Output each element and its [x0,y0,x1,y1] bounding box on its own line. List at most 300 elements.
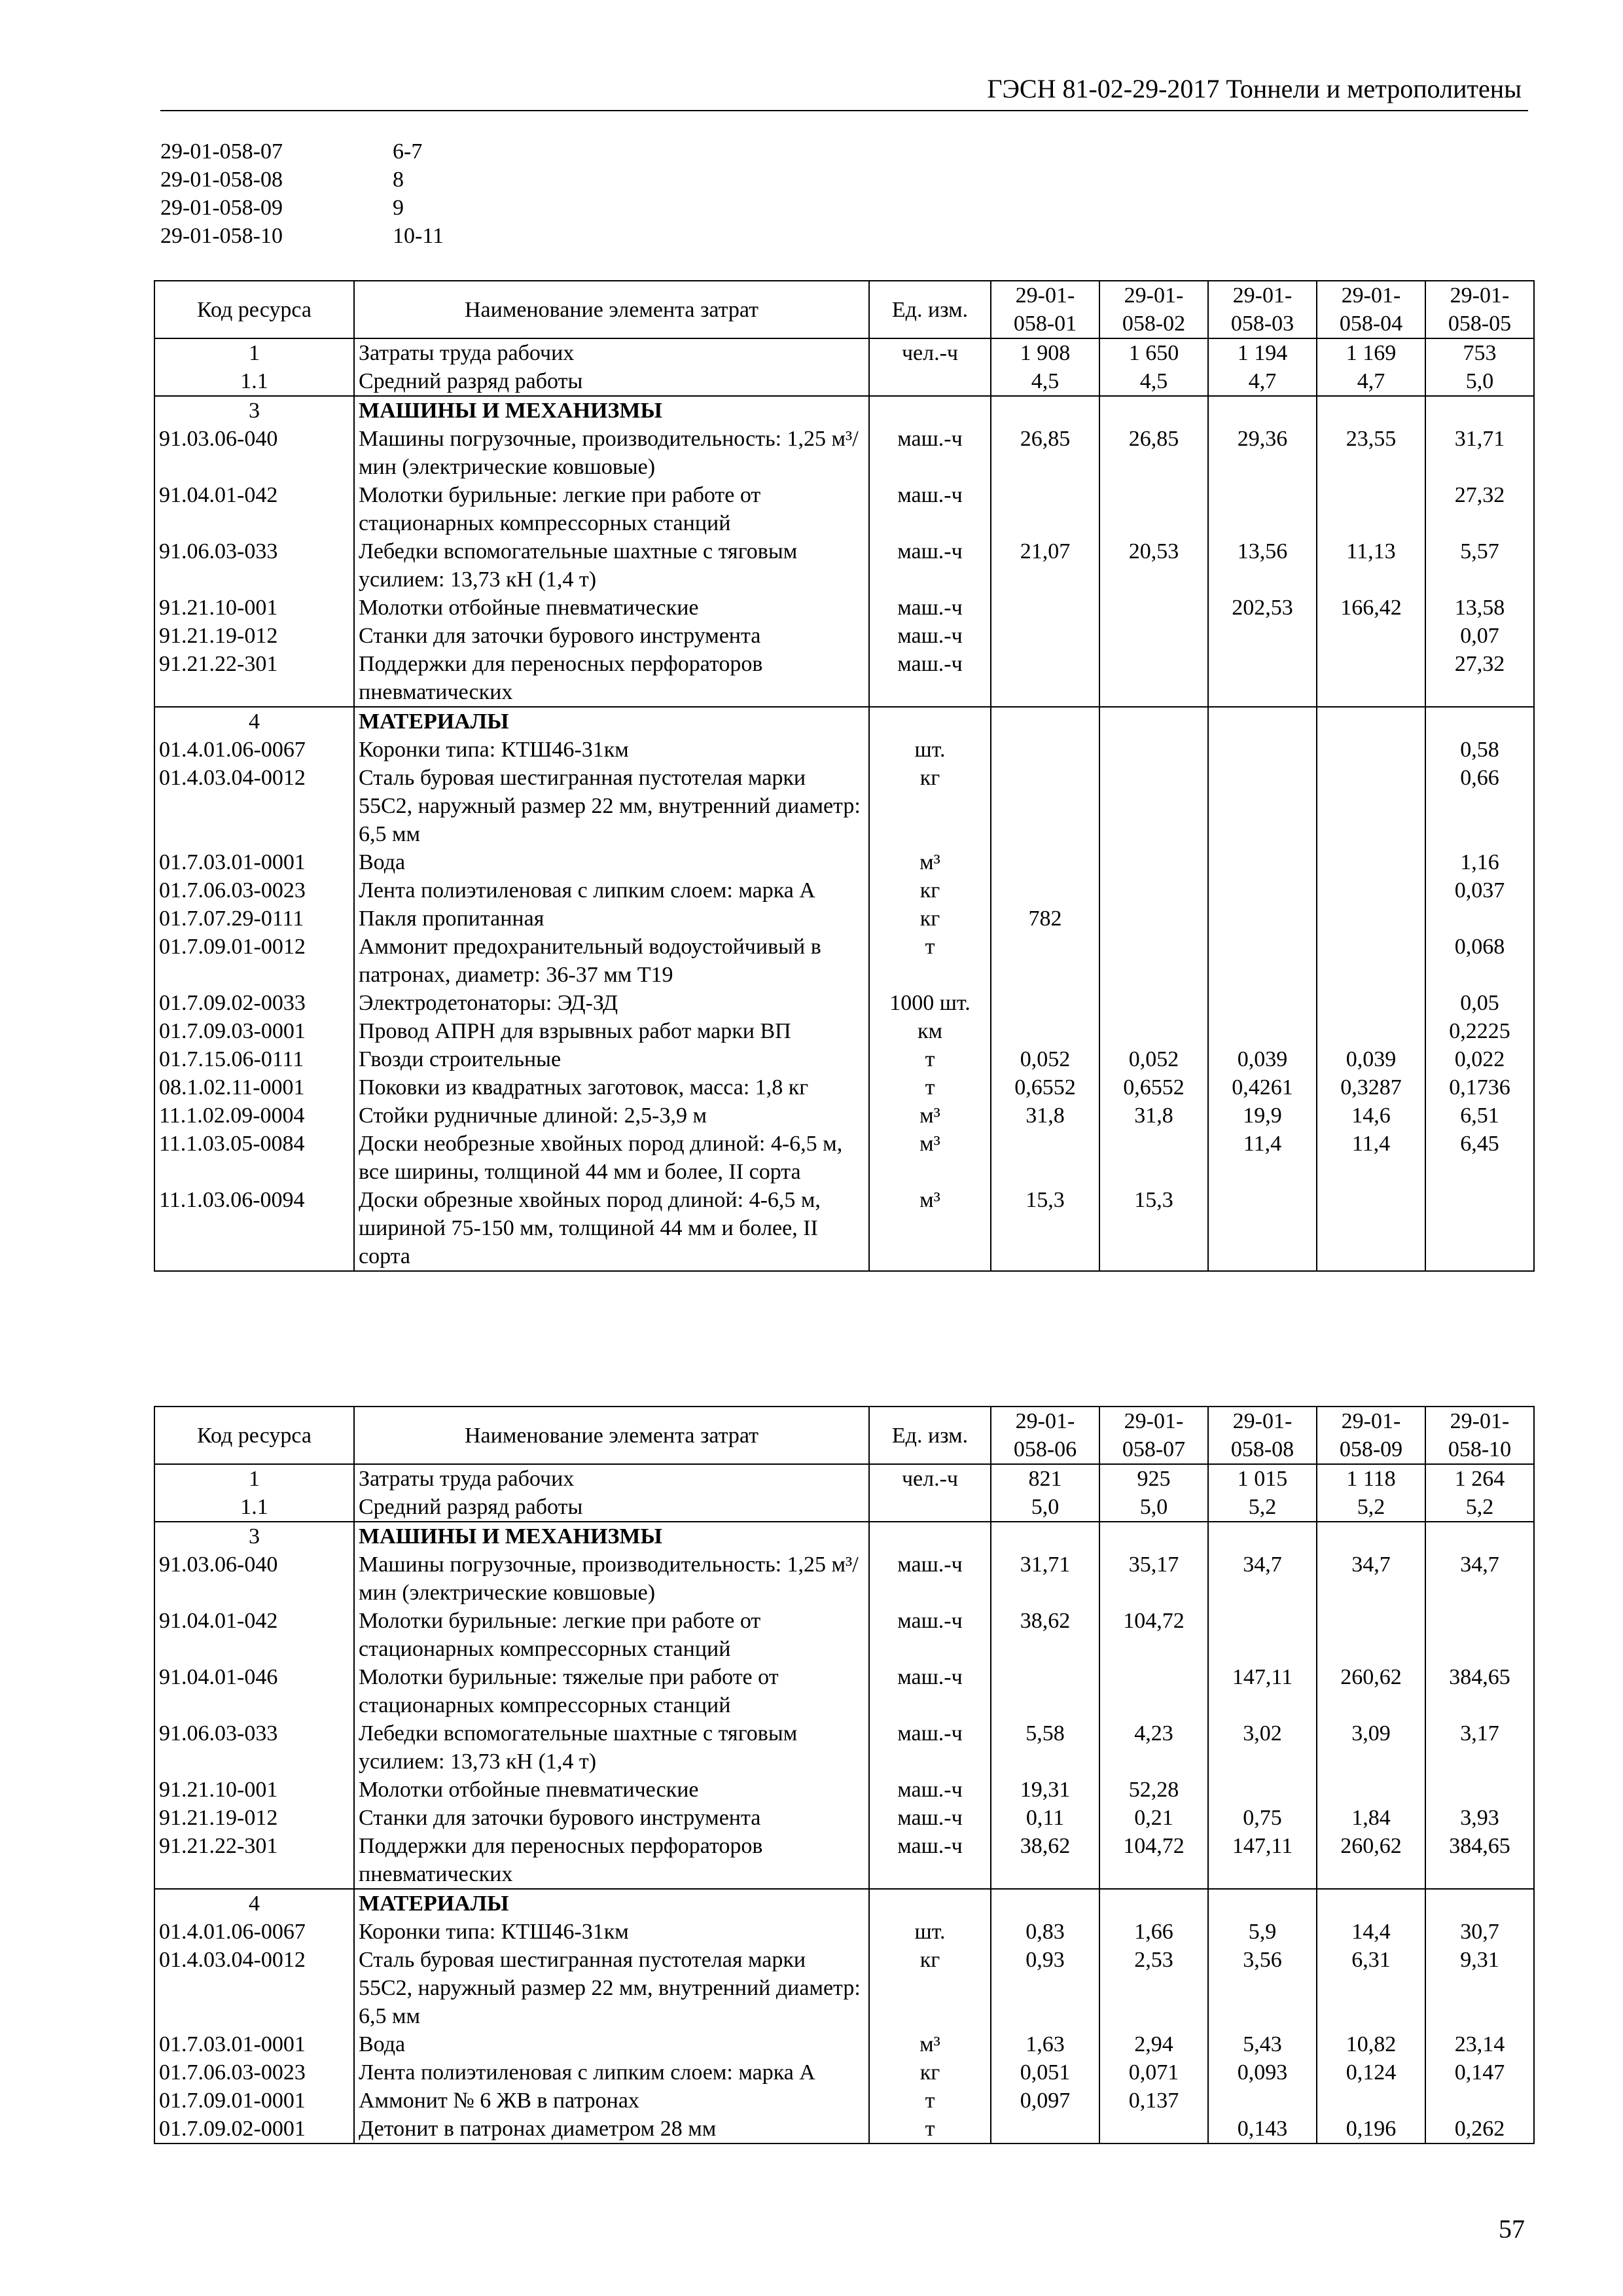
intro-code: 29-01-058-08 [160,168,283,192]
resource-value: 23,14 [1425,2030,1534,2058]
resource-value: 5,57 [1425,537,1534,594]
header-name: Наименование элемента затрат [354,1407,869,1464]
resource-value [1425,1776,1534,1804]
resource-unit: м³ [869,2030,991,2058]
header-column-code: 29-01-058-06 [991,1407,1099,1464]
resource-value: 147,11 [1208,1832,1317,1889]
resource-value [1099,396,1208,425]
resource-name: Аммонит № 6 ЖВ в патронах [354,2087,869,2115]
resource-value: 19,31 [991,1776,1099,1804]
resource-name: Средний разряд работы [354,1493,869,1522]
resource-unit: шт. [869,1918,991,1946]
resource-value [1099,650,1208,707]
resource-value: 1,84 [1317,1804,1425,1832]
document-title: ГЭСН 81-02-29-2017 Тоннели и метрополитены [987,74,1522,103]
resource-unit: т [869,1045,991,1073]
table-row [154,2030,1534,2058]
resource-name: Поддержки для переносных перфораторов пневматических [354,1832,869,1889]
resource-value [1317,1522,1425,1551]
resource-name: Сталь буровая шестигранная пустотелая марки 55С2, наружный размер 22 мм, внутренний диаметр: 6,5 мм [354,1946,869,2030]
resource-value [1317,396,1425,425]
resource-value: 384,65 [1425,1663,1534,1719]
resource-value [1317,622,1425,650]
table-row [154,1607,1534,1663]
resource-value [1099,1889,1208,1918]
resource-value: 260,62 [1317,1832,1425,1889]
resource-unit: маш.-ч [869,1663,991,1719]
resource-value: 52,28 [1099,1776,1208,1804]
resource-unit: кг [869,905,991,933]
resource-unit: маш.-ч [869,1776,991,1804]
resource-unit: кг [869,1946,991,2030]
resource-value: 104,72 [1099,1832,1208,1889]
resource-name: Станки для заточки бурового инструмента [354,1804,869,1832]
resource-name: Лебедки вспомогательные шахтные с тяговым усилием: 13,73 кН (1,4 т) [354,1719,869,1776]
resource-value: 0,124 [1317,2058,1425,2087]
header-name: Наименование элемента затрат [354,281,869,338]
intro-value: 10-11 [393,224,444,248]
resource-unit: шт. [869,736,991,764]
resource-value [1208,1776,1317,1804]
resource-value [1208,1889,1317,1918]
resource-value: 27,32 [1425,650,1534,707]
resource-value: 0,66 [1425,764,1534,848]
resource-value: 1,63 [991,2030,1099,2058]
resource-code: 4 [154,1889,354,1918]
table-row [154,764,1534,848]
resource-value: 4,5 [1099,367,1208,396]
resource-value [1099,905,1208,933]
table-header-row [154,1407,1534,1464]
resource-unit: т [869,933,991,989]
resource-value [1208,933,1317,989]
resource-value [1208,396,1317,425]
intro-code: 29-01-058-07 [160,139,283,164]
resource-value [1317,989,1425,1017]
resource-name: Лента полиэтиленовая с липким слоем: марка А [354,2058,869,2087]
resource-unit [869,1522,991,1551]
page-header [160,71,1528,111]
resource-value: 1,16 [1425,848,1534,876]
resource-name: Молотки бурильные: тяжелые при работе от стационарных компрессорных станций [354,1663,869,1719]
resource-value [1425,2087,1534,2115]
resource-value: 1 015 [1208,1464,1317,1493]
resource-name: Доски обрезные хвойных пород длиной: 4-6,5 м, шириной 75-150 мм, толщиной 44 мм и более, II сорта [354,1186,869,1271]
table-row [154,1017,1534,1045]
resource-value: 0,6552 [991,1073,1099,1102]
resource-unit: кг [869,876,991,905]
header-column-code: 29-01-058-09 [1317,1407,1425,1464]
header-column-code: 29-01-058-03 [1208,281,1317,338]
resource-unit: т [869,1073,991,1102]
resource-value [1208,2087,1317,2115]
table-row [154,1719,1534,1776]
resource-value: 31,71 [1425,425,1534,481]
resource-value [991,1889,1099,1918]
resource-table-2 [154,1406,1535,2144]
resource-unit: м³ [869,1102,991,1130]
resource-value [1099,594,1208,622]
resource-value [1099,1130,1208,1186]
resource-unit [869,1889,991,1918]
table-row [154,650,1534,707]
resource-value: 2,53 [1099,1946,1208,2030]
resource-code: 91.04.01-042 [154,1607,354,1663]
resource-value [1099,622,1208,650]
table-row [154,1551,1534,1607]
resource-value: 34,7 [1317,1551,1425,1607]
resource-value [1317,2087,1425,2115]
resource-unit [869,396,991,425]
table-row [154,1804,1534,1832]
table-row [154,338,1534,367]
header-code: Код ресурса [154,281,354,338]
resource-value [1425,905,1534,933]
resource-value: 384,65 [1425,1832,1534,1889]
resource-table-1 [154,280,1535,1272]
resource-value: 1 264 [1425,1464,1534,1493]
resource-value [991,2115,1099,2144]
resource-value [1099,989,1208,1017]
resource-value [1425,1522,1534,1551]
resource-value [1208,989,1317,1017]
resource-unit: м³ [869,848,991,876]
resource-value: 0,196 [1317,2115,1425,2144]
resource-value: 0,022 [1425,1045,1534,1073]
header-unit: Ед. изм. [869,1407,991,1464]
resource-value: 4,7 [1317,367,1425,396]
resource-code: 01.4.03.04-0012 [154,1946,354,2030]
resource-name: Вода [354,848,869,876]
resource-value [1099,848,1208,876]
resource-value: 0,137 [1099,2087,1208,2115]
resource-code: 91.21.19-012 [154,622,354,650]
resource-value: 29,36 [1208,425,1317,481]
table-row [154,2087,1534,2115]
resource-name: Лента полиэтиленовая с липким слоем: марка А [354,876,869,905]
table-row [154,876,1534,905]
resource-name: МАТЕРИАЛЫ [354,707,869,736]
header-column-code: 29-01-058-07 [1099,1407,1208,1464]
resource-value: 0,262 [1425,2115,1534,2144]
resource-value: 14,4 [1317,1918,1425,1946]
resource-code: 01.7.09.02-0001 [154,2115,354,2144]
resource-unit: маш.-ч [869,425,991,481]
resource-name: Провод АПРН для взрывных работ марки ВП [354,1017,869,1045]
resource-value: 35,17 [1099,1551,1208,1607]
resource-unit: маш.-ч [869,1832,991,1889]
resource-value: 0,052 [1099,1045,1208,1073]
resource-value: 0,147 [1425,2058,1534,2087]
resource-code: 1.1 [154,1493,354,1522]
intro-value: 6-7 [393,139,423,164]
resource-code: 1 [154,1464,354,1493]
resource-value [1208,764,1317,848]
resource-value: 0,071 [1099,2058,1208,2087]
resource-unit: маш.-ч [869,1719,991,1776]
resource-value [1208,905,1317,933]
resource-name: Электродетонаторы: ЭД-ЗД [354,989,869,1017]
resource-value: 1 650 [1099,338,1208,367]
resource-code: 01.7.09.02-0033 [154,989,354,1017]
resource-name: Гвозди строительные [354,1045,869,1073]
resource-value: 34,7 [1208,1551,1317,1607]
page-number: 57 [1499,2214,1525,2244]
resource-value [991,848,1099,876]
resource-value [1099,2115,1208,2144]
resource-unit: маш.-ч [869,1607,991,1663]
resource-name: Аммонит предохранительный водоустойчивый в патронах, диаметр: 36-37 мм Т19 [354,933,869,989]
resource-name: Пакля пропитанная [354,905,869,933]
resource-value: 3,02 [1208,1719,1317,1776]
resource-value [991,1130,1099,1186]
resource-value [1208,736,1317,764]
resource-value [1425,1889,1534,1918]
resource-value: 4,5 [991,367,1099,396]
resource-value: 10,82 [1317,2030,1425,2058]
resource-value [991,1522,1099,1551]
resource-code: 01.7.06.03-0023 [154,876,354,905]
resource-value: 11,4 [1208,1130,1317,1186]
resource-value [1208,1186,1317,1271]
resource-value: 26,85 [1099,425,1208,481]
resource-code: 91.03.06-040 [154,1551,354,1607]
resource-value [1208,1017,1317,1045]
resource-name: МАТЕРИАЛЫ [354,1889,869,1918]
resource-value: 5,0 [1099,1493,1208,1522]
header-code: Код ресурса [154,1407,354,1464]
resource-value: 0,039 [1317,1045,1425,1073]
resource-value: 0,11 [991,1804,1099,1832]
table-header-row [154,281,1534,338]
table-row [154,905,1534,933]
resource-value: 9,31 [1425,1946,1534,2030]
table-row [154,1776,1534,1804]
resource-value: 260,62 [1317,1663,1425,1719]
resource-name: Молотки бурильные: легкие при работе от стационарных компрессорных станций [354,481,869,537]
resource-name: Поковки из квадратных заготовок, масса: 1,8 кг [354,1073,869,1102]
resource-code: 91.21.22-301 [154,650,354,707]
table-row [154,736,1534,764]
resource-value: 753 [1425,338,1534,367]
resource-unit: маш.-ч [869,622,991,650]
resource-code: 91.21.10-001 [154,594,354,622]
resource-value: 0,097 [991,2087,1099,2115]
header-column-code: 29-01-058-04 [1317,281,1425,338]
resource-value: 4,23 [1099,1719,1208,1776]
resource-value [991,481,1099,537]
resource-value [1208,707,1317,736]
resource-value: 1 908 [991,338,1099,367]
intro-row [160,194,553,222]
resource-code: 91.21.19-012 [154,1804,354,1832]
resource-code: 91.06.03-033 [154,537,354,594]
resource-value [1208,650,1317,707]
resource-unit: маш.-ч [869,481,991,537]
resource-value: 13,56 [1208,537,1317,594]
resource-value: 11,13 [1317,537,1425,594]
resource-value [1099,876,1208,905]
resource-value [1317,1017,1425,1045]
resource-value [1099,1663,1208,1719]
resource-code: 11.1.02.09-0004 [154,1102,354,1130]
resource-value [1425,1607,1534,1663]
resource-value [1208,481,1317,537]
resource-name: Машины погрузочные, производительность: 1,25 м³/мин (электрические ковшовые) [354,1551,869,1607]
resource-value [1099,736,1208,764]
resource-unit: маш.-ч [869,650,991,707]
resource-value: 0,4261 [1208,1073,1317,1102]
resource-value [1208,1607,1317,1663]
resource-value: 5,43 [1208,2030,1317,2058]
resource-value [991,1663,1099,1719]
table-row [154,1832,1534,1889]
resource-value [991,736,1099,764]
resource-name: Стойки рудничные длиной: 2,5-3,9 м [354,1102,869,1130]
resource-value [1317,933,1425,989]
resource-code: 91.03.06-040 [154,425,354,481]
resource-value [1425,707,1534,736]
resource-value [991,622,1099,650]
resource-value [1317,481,1425,537]
resource-value: 30,7 [1425,1918,1534,1946]
resource-value: 0,6552 [1099,1073,1208,1102]
resource-name: Молотки отбойные пневматические [354,1776,869,1804]
resource-code: 01.4.03.04-0012 [154,764,354,848]
resource-value: 6,51 [1425,1102,1534,1130]
table-row [154,481,1534,537]
resource-code: 91.21.22-301 [154,1832,354,1889]
table-row [154,707,1534,736]
resource-code: 1 [154,338,354,367]
table-row [154,1663,1534,1719]
resource-code: 3 [154,1522,354,1551]
resource-value [1099,764,1208,848]
resource-value [1317,650,1425,707]
table-row [154,1102,1534,1130]
resource-value [1208,622,1317,650]
resource-code: 91.04.01-046 [154,1663,354,1719]
header-column-code: 29-01-058-05 [1425,281,1534,338]
resource-name: Поддержки для переносных перфораторов пневматических [354,650,869,707]
resource-value [991,594,1099,622]
resource-name: Средний разряд работы [354,367,869,396]
intro-code: 29-01-058-10 [160,224,283,248]
resource-name: Детонит в патронах диаметром 28 мм [354,2115,869,2144]
resource-value: 11,4 [1317,1130,1425,1186]
resource-value: 20,53 [1099,537,1208,594]
resource-value: 15,3 [1099,1186,1208,1271]
resource-name: Станки для заточки бурового инструмента [354,622,869,650]
resource-unit [869,1493,991,1522]
resource-code: 08.1.02.11-0001 [154,1073,354,1102]
table-row [154,1493,1534,1522]
resource-value: 0,2225 [1425,1017,1534,1045]
resource-value [1208,1522,1317,1551]
resource-code: 3 [154,396,354,425]
resource-value: 23,55 [1317,425,1425,481]
resource-value: 1,66 [1099,1918,1208,1946]
resource-value [1208,876,1317,905]
resource-value [1099,933,1208,989]
resource-code: 91.04.01-042 [154,481,354,537]
resource-value: 27,32 [1425,481,1534,537]
resource-value [1317,1889,1425,1918]
resource-code: 01.7.15.06-0111 [154,1045,354,1073]
resource-code: 01.7.09.03-0001 [154,1017,354,1045]
table-row [154,1946,1534,2030]
resource-value: 19,9 [1208,1102,1317,1130]
resource-unit: км [869,1017,991,1045]
resource-value: 5,2 [1208,1493,1317,1522]
resource-unit: кг [869,2058,991,2087]
resource-value [1317,707,1425,736]
intro-value: 8 [393,168,404,192]
resource-value: 0,05 [1425,989,1534,1017]
intro-code: 29-01-058-09 [160,196,283,220]
resource-value: 202,53 [1208,594,1317,622]
resource-unit: чел.-ч [869,1464,991,1493]
resource-code: 1.1 [154,367,354,396]
table-row [154,2115,1534,2144]
resource-value: 0,051 [991,2058,1099,2087]
resource-value: 5,9 [1208,1918,1317,1946]
resource-value: 38,62 [991,1607,1099,1663]
resource-value: 31,8 [991,1102,1099,1130]
resource-value: 2,94 [1099,2030,1208,2058]
resource-value: 166,42 [1317,594,1425,622]
table-row [154,1045,1534,1073]
resource-unit: кг [869,764,991,848]
resource-name: Затраты труда рабочих [354,338,869,367]
resource-value [991,989,1099,1017]
resource-value [991,876,1099,905]
resource-value: 0,039 [1208,1045,1317,1073]
resource-value: 3,93 [1425,1804,1534,1832]
resource-value [1317,876,1425,905]
resource-value: 3,56 [1208,1946,1317,2030]
resource-unit: чел.-ч [869,338,991,367]
table-row [154,537,1534,594]
table-row [154,1889,1534,1918]
table-row [154,848,1534,876]
resource-value [1317,905,1425,933]
resource-code: 11.1.03.05-0084 [154,1130,354,1186]
resource-value: 5,2 [1317,1493,1425,1522]
resource-value: 5,2 [1425,1493,1534,1522]
resource-value: 26,85 [991,425,1099,481]
resource-value: 782 [991,905,1099,933]
resource-name: Коронки типа: КТШ46-31км [354,1918,869,1946]
resource-code: 01.7.09.01-0001 [154,2087,354,2115]
resource-value: 3,09 [1317,1719,1425,1776]
resource-value [1317,1776,1425,1804]
resource-value: 31,8 [1099,1102,1208,1130]
intro-row [160,166,553,194]
resource-unit: т [869,2087,991,2115]
resource-value: 0,07 [1425,622,1534,650]
table-row [154,1186,1534,1271]
resource-value: 15,3 [991,1186,1099,1271]
resource-name: Вода [354,2030,869,2058]
resource-unit: маш.-ч [869,594,991,622]
table-row [154,1073,1534,1102]
resource-value: 1 194 [1208,338,1317,367]
table-row [154,1522,1534,1551]
resource-value: 3,17 [1425,1719,1534,1776]
table-row [154,396,1534,425]
resource-value: 0,83 [991,1918,1099,1946]
